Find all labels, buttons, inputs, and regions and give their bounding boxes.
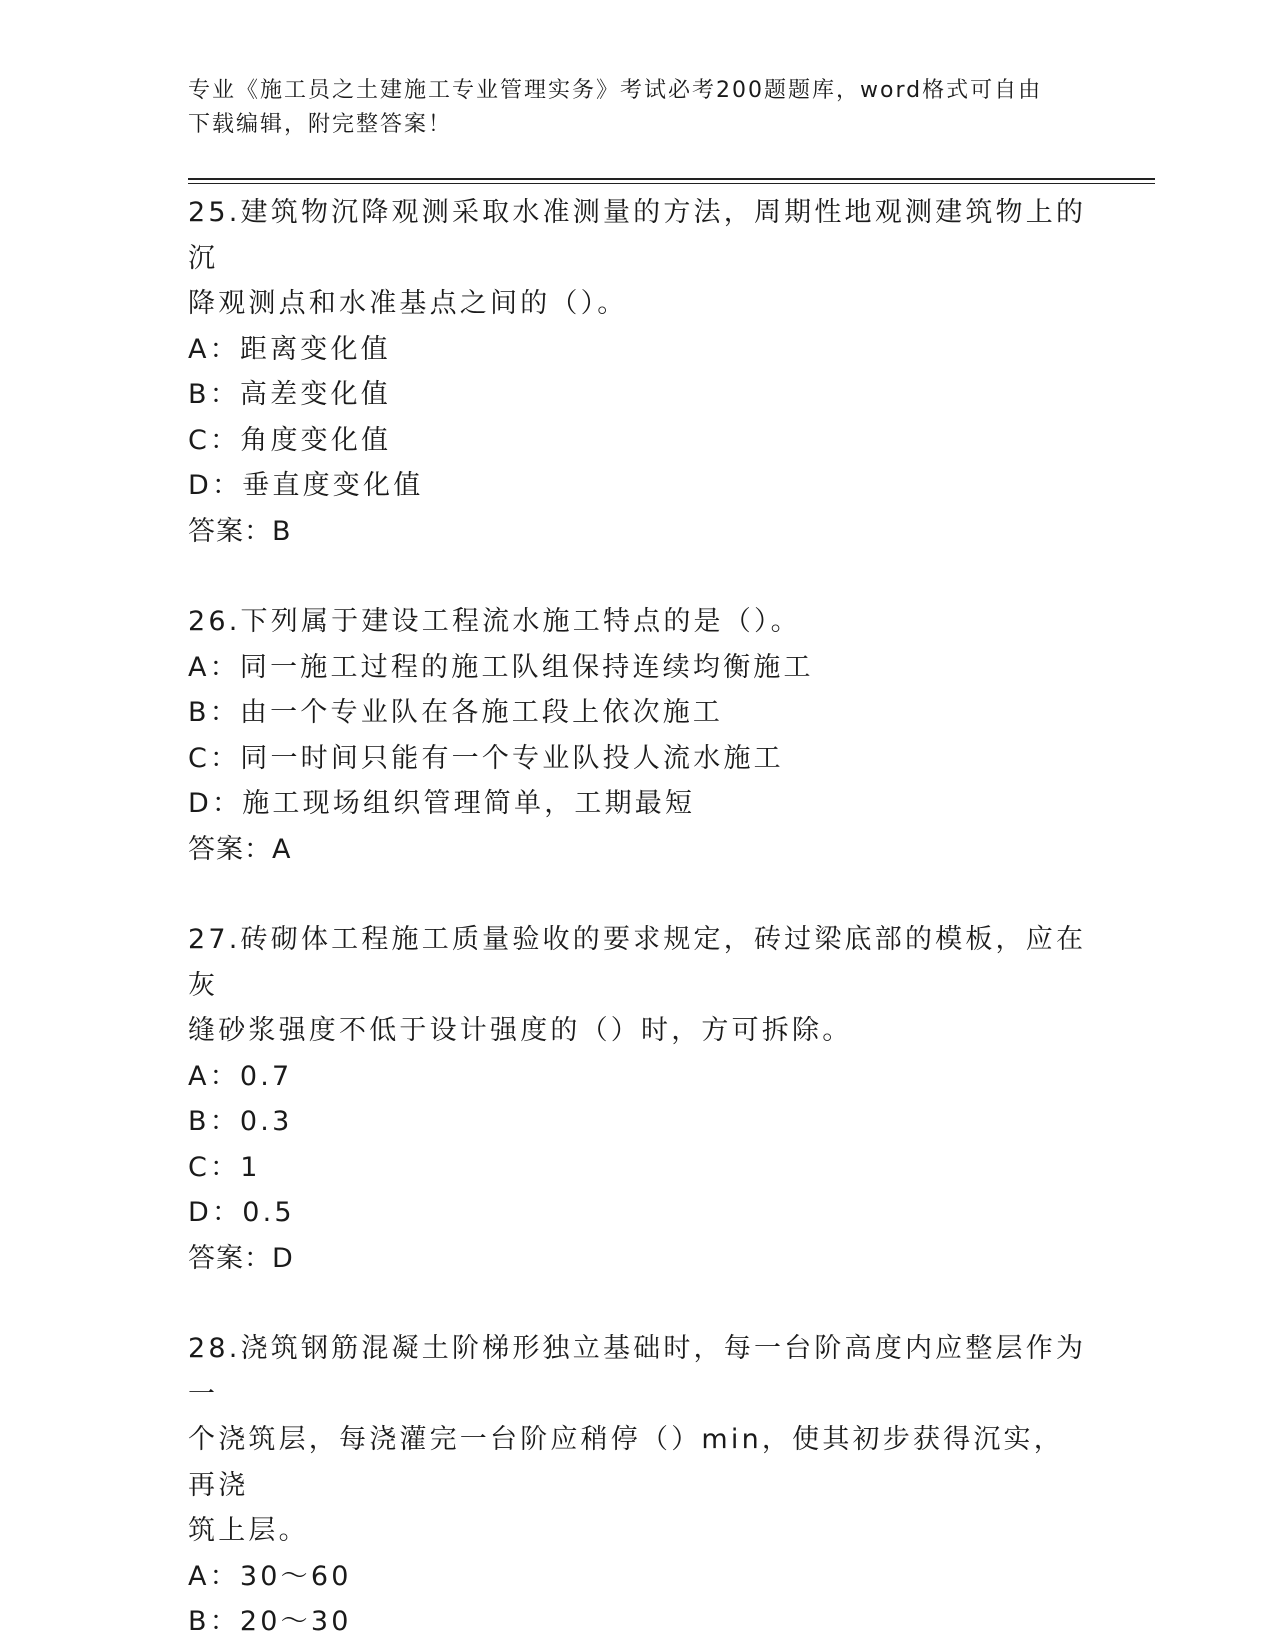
question-27 [188, 917, 1088, 1281]
header-line-2: 下载编辑，附完整答案！ [188, 112, 453, 137]
header-divider-thin [188, 183, 1155, 184]
answer-label: 答案：D [188, 1242, 294, 1274]
option-d: D：垂直度变化值 [188, 470, 424, 501]
option-a: A：0.7 [188, 1060, 293, 1092]
option-d: D：0.5 [188, 1197, 295, 1228]
option-c: C：同一时间只能有一个专业队投人流水施工 [188, 742, 784, 774]
question-stem-line: 个浇筑层，每浇灌完一台阶应稍停（）min，使其初步获得沉实，再浇 [188, 1424, 1064, 1501]
question-stem-line: 筑上层。 [188, 1515, 309, 1546]
question-stem-line: 26.下列属于建设工程流水施工特点的是（）。 [188, 606, 801, 637]
question-stem-line: 缝砂浆强度不低于设计强度的（）时，方可拆除。 [188, 1015, 853, 1046]
option-c: C：1 [188, 1151, 261, 1183]
option-a: A：距离变化值 [188, 333, 391, 365]
header-line-1: 专业《施工员之土建施工专业管理实务》考试必考200题题库，word格式可自由 [188, 78, 1043, 103]
option-a: A：30～60 [188, 1560, 352, 1592]
question-stem-line: 27.砖砌体工程施工质量验收的要求规定，砖过梁底部的模板，应在灰 [188, 924, 1087, 1001]
question-spacer [188, 1281, 1088, 1326]
question-stem-line: 25.建筑物沉降观测采取水准测量的方法，周期性地观测建筑物上的沉 [188, 197, 1087, 274]
option-b: B：高差变化值 [188, 379, 391, 410]
header-divider-thick [188, 178, 1155, 180]
document-header [188, 74, 1068, 142]
question-28 [188, 1326, 1088, 1645]
option-a: A：同一施工过程的施工队组保持连续均衡施工 [188, 651, 814, 683]
option-b: B：20～30 [188, 1606, 352, 1637]
option-c: C：角度变化值 [188, 424, 392, 456]
option-b: B：由一个专业队在各施工段上依次施工 [188, 697, 724, 728]
question-stem-line: 28.浇筑钢筋混凝土阶梯形独立基础时，每一台阶高度内应整层作为一 [188, 1333, 1087, 1410]
answer-label: 答案：B [188, 515, 292, 547]
option-b: B：0.3 [188, 1106, 293, 1137]
question-26 [188, 599, 1088, 872]
question-spacer [188, 872, 1088, 917]
question-25 [188, 190, 1088, 554]
answer-label: 答案：A [188, 833, 292, 865]
option-d: D：施工现场组织管理简单，工期最短 [188, 788, 696, 819]
question-list [188, 190, 1088, 1645]
question-spacer [188, 554, 1088, 599]
question-stem-line: 降观测点和水准基点之间的（）。 [188, 288, 628, 319]
